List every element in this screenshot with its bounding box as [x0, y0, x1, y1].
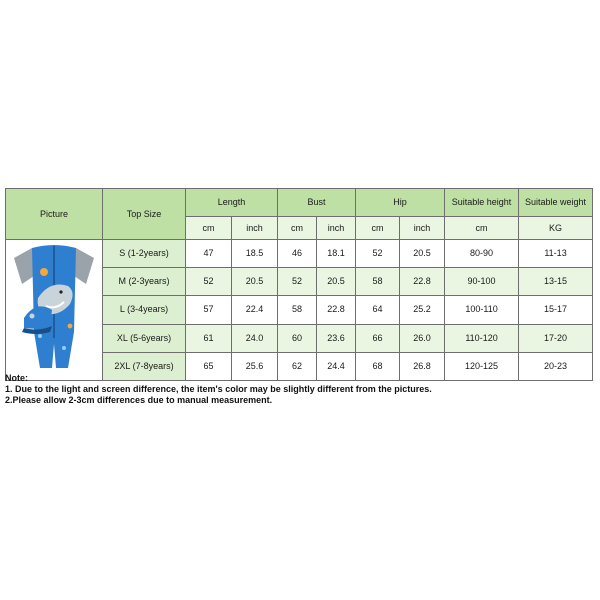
table-cell: 11-13 — [519, 240, 593, 268]
table-cell: 20.5 — [400, 240, 445, 268]
size-table — [5, 188, 593, 381]
table-cell: 100-110 — [445, 296, 519, 324]
table-cell: 58 — [356, 268, 400, 296]
unit-cell: inch — [400, 217, 445, 240]
table-cell: 25.6 — [232, 352, 278, 380]
table-cell: 24.4 — [317, 352, 356, 380]
table-cell: 25.2 — [400, 296, 445, 324]
table-cell: 15-17 — [519, 296, 593, 324]
unit-cell: cm — [186, 217, 232, 240]
suitable-height-header: Suitable height — [445, 189, 519, 217]
table-cell: 22.8 — [317, 296, 356, 324]
table-cell: 68 — [356, 352, 400, 380]
table-cell: 13-15 — [519, 268, 593, 296]
table-cell: 64 — [356, 296, 400, 324]
table-cell: 80-90 — [445, 240, 519, 268]
size-chart — [5, 188, 592, 381]
unit-cell: KG — [519, 217, 593, 240]
table-cell: 52 — [356, 240, 400, 268]
table-cell: 47 — [186, 240, 232, 268]
table-cell: 52 — [186, 268, 232, 296]
table-cell: 20.5 — [232, 268, 278, 296]
picture-header: Picture — [6, 189, 103, 240]
table-cell: 20.5 — [317, 268, 356, 296]
note-line: 2.Please allow 2-3cm differences due to manual measurement. — [5, 395, 273, 405]
size-label: 2XL (7-8years) — [103, 352, 186, 380]
table-cell: 23.6 — [317, 324, 356, 352]
table-cell: 61 — [186, 324, 232, 352]
bust-header: Bust — [278, 189, 356, 217]
size-label: M (2-3years) — [103, 268, 186, 296]
unit-cell: inch — [317, 217, 356, 240]
hip-header: Hip — [356, 189, 445, 217]
table-cell: 20-23 — [519, 352, 593, 380]
top-size-header: Top Size — [103, 189, 186, 240]
table-cell: 18.1 — [317, 240, 356, 268]
table-cell: 24.0 — [232, 324, 278, 352]
table-cell: 120-125 — [445, 352, 519, 380]
table-cell: 58 — [278, 296, 317, 324]
table-cell: 17-20 — [519, 324, 593, 352]
table-cell: 26.8 — [400, 352, 445, 380]
unit-cell: cm — [445, 217, 519, 240]
notes-title: Note: — [5, 373, 28, 383]
unit-cell: cm — [278, 217, 317, 240]
table-cell: 65 — [186, 352, 232, 380]
table-cell: 60 — [278, 324, 317, 352]
table-cell: 46 — [278, 240, 317, 268]
length-header: Length — [186, 189, 278, 217]
table-cell: 18.5 — [232, 240, 278, 268]
size-label: XL (5-6years) — [103, 324, 186, 352]
size-label: S (1-2years) — [103, 240, 186, 268]
table-cell: 57 — [186, 296, 232, 324]
unit-cell: inch — [232, 217, 278, 240]
table-row — [6, 240, 593, 268]
product-picture — [6, 240, 103, 381]
table-cell: 22.8 — [400, 268, 445, 296]
suitable-weight-header: Suitable weight — [519, 189, 593, 217]
table-cell: 26.0 — [400, 324, 445, 352]
unit-cell: cm — [356, 217, 400, 240]
note-line: 1. Due to the light and screen difference, the item's color may be slightly different from the pictures. — [5, 384, 432, 394]
notes — [5, 373, 432, 406]
table-cell: 66 — [356, 324, 400, 352]
table-cell: 90-100 — [445, 268, 519, 296]
size-label: L (3-4years) — [103, 296, 186, 324]
swimsuit-image — [10, 240, 98, 380]
table-cell: 62 — [278, 352, 317, 380]
table-cell: 52 — [278, 268, 317, 296]
table-cell: 110-120 — [445, 324, 519, 352]
table-cell: 22.4 — [232, 296, 278, 324]
